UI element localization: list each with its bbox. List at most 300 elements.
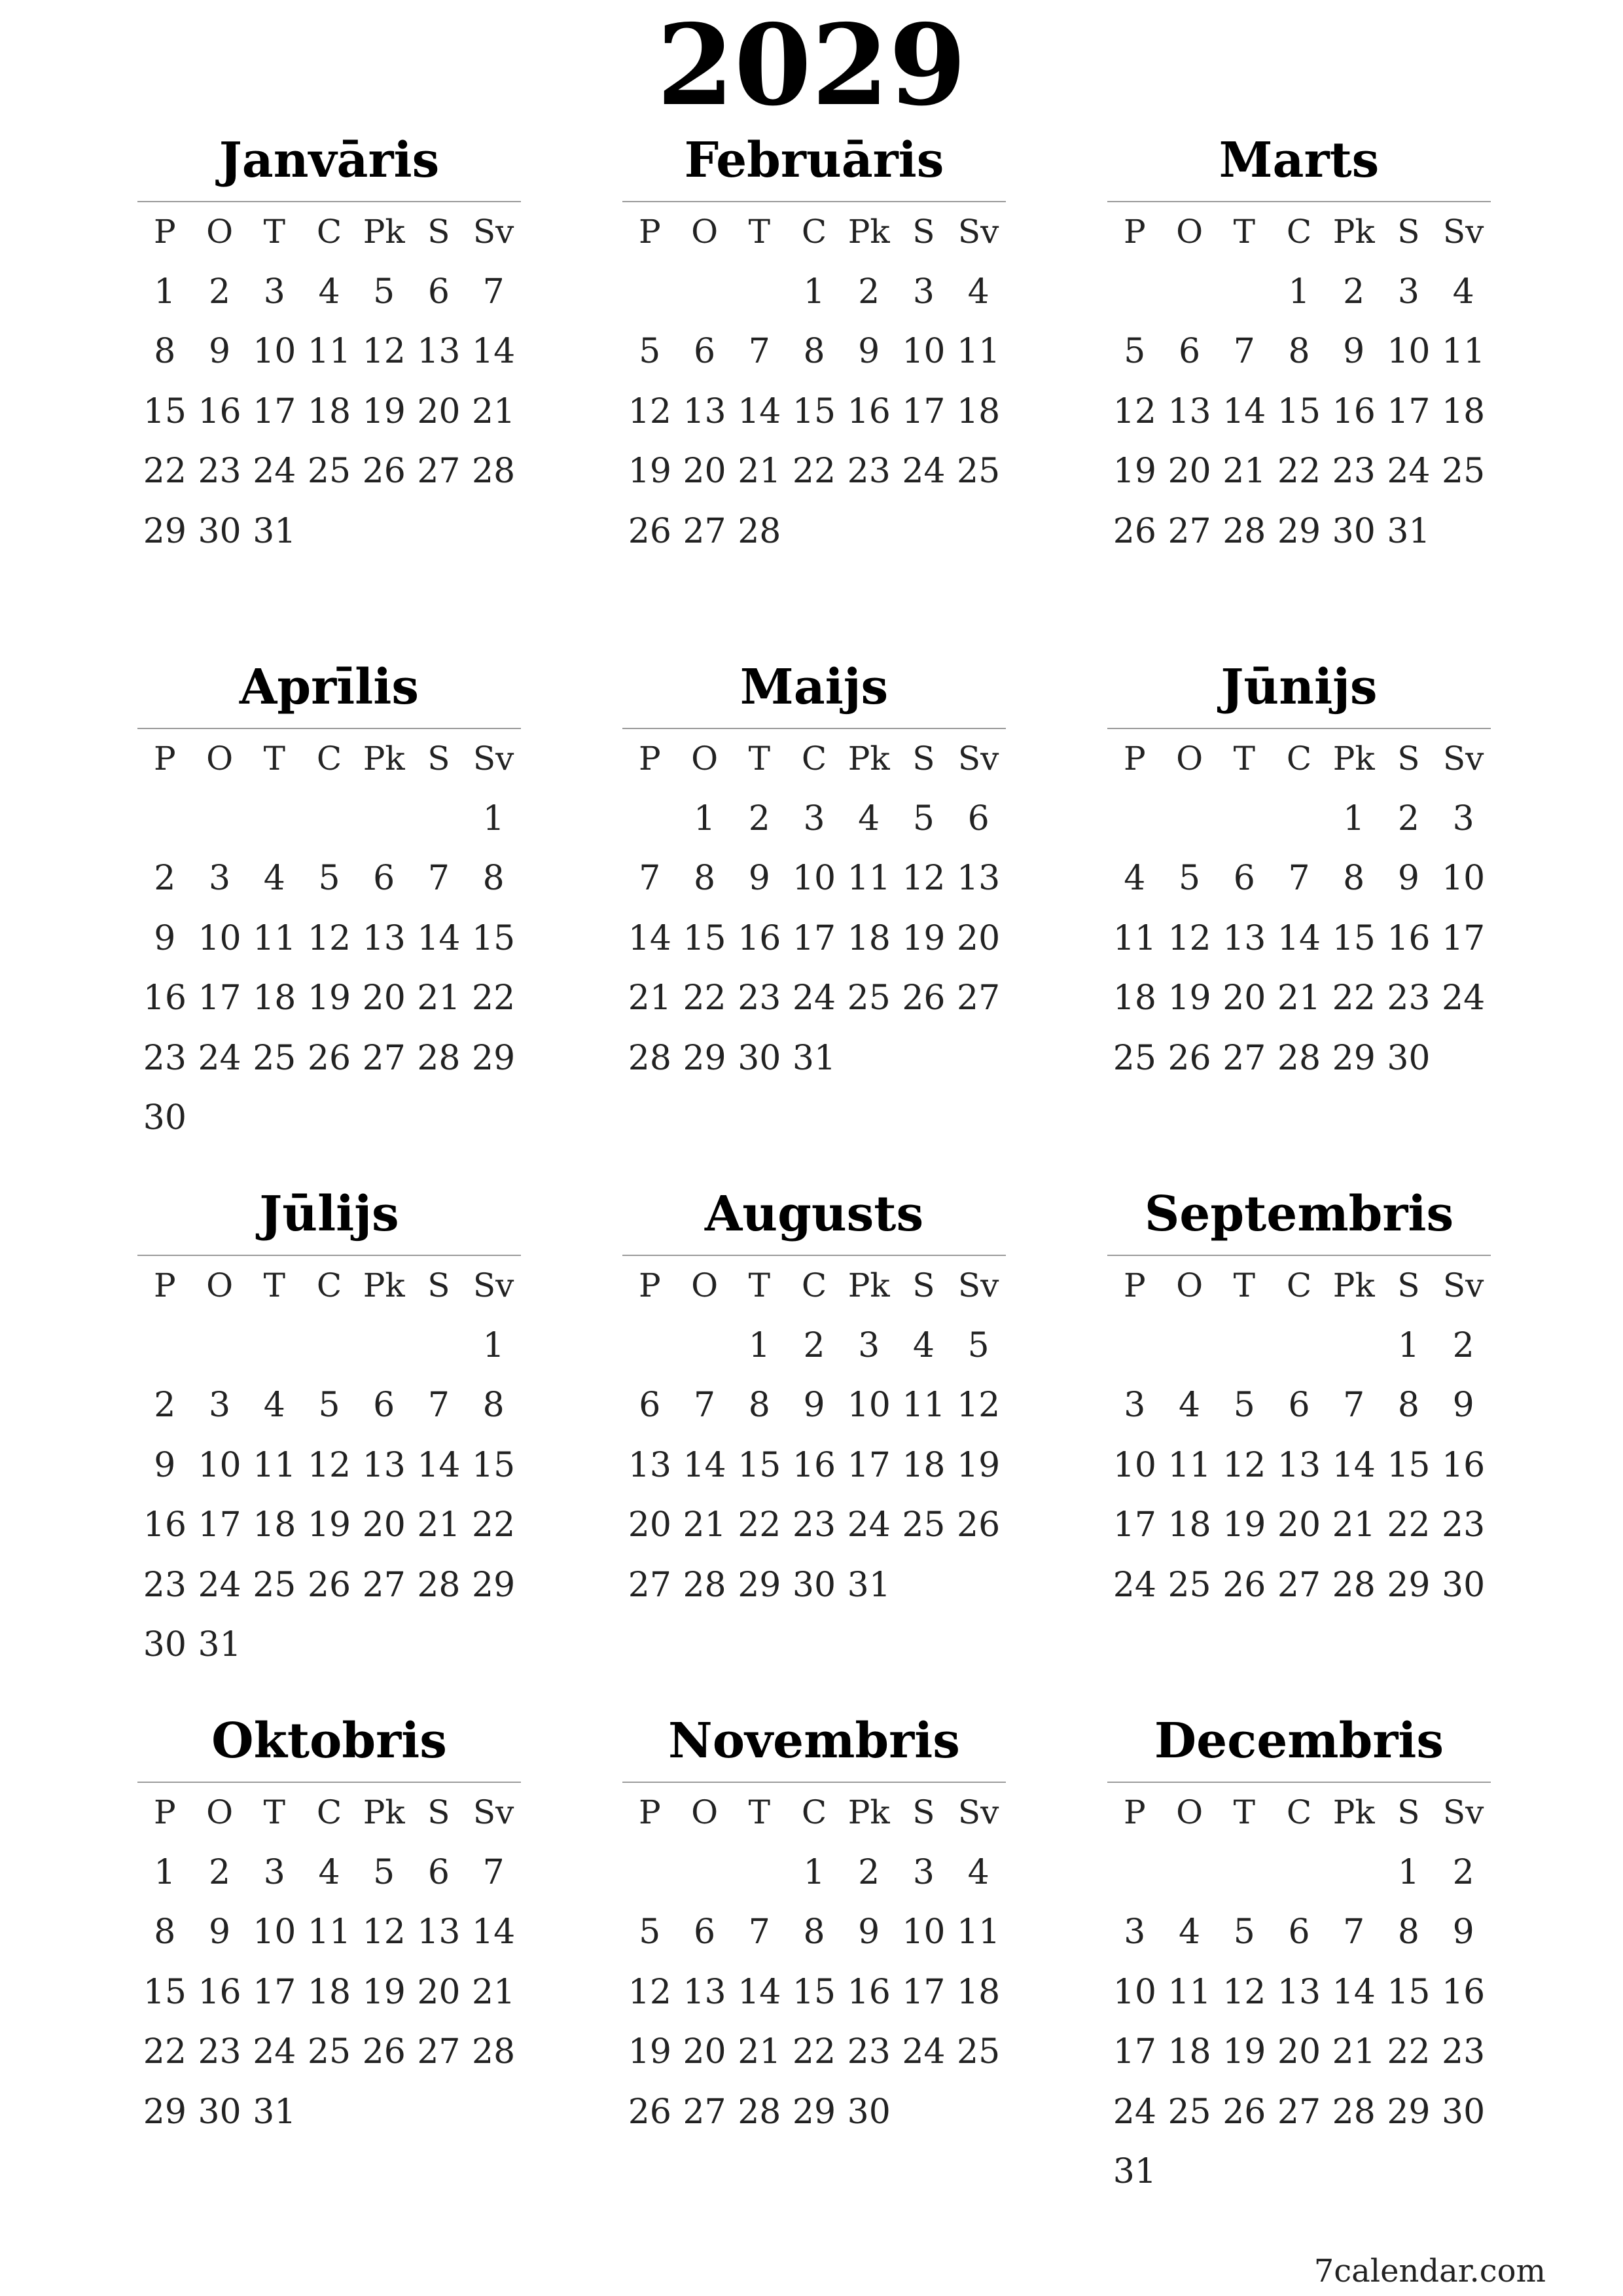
day-cell: 29 (472, 1038, 516, 1078)
week-row (1107, 1496, 1491, 1556)
day-cell: 24 (253, 2032, 296, 2072)
day-cell: 26 (362, 2032, 406, 2072)
empty-day-cell (412, 2083, 467, 2143)
empty-day-cell (357, 1088, 412, 1149)
day-cell: 18 (1168, 2032, 1211, 2072)
week-row (137, 322, 521, 382)
day-cell: 7 (748, 332, 770, 371)
day-cell: 5 (1179, 859, 1201, 898)
day-cell: 2 (1397, 798, 1419, 838)
day-cell: 29 (143, 511, 187, 551)
day-cell: 22 (472, 978, 516, 1018)
day-cell: 5 (373, 272, 395, 312)
day-cell: 8 (1343, 859, 1365, 898)
weekday-label: O (691, 1793, 719, 1831)
day-cell: 6 (694, 332, 716, 371)
day-cell: 13 (1277, 1445, 1321, 1485)
week-row (622, 442, 1006, 502)
day-cell: 16 (738, 918, 781, 958)
day-cell: 29 (143, 2092, 187, 2132)
day-cell: 20 (628, 1505, 671, 1545)
day-cell: 26 (1222, 2092, 1266, 2132)
day-cell: 30 (738, 1038, 781, 1078)
day-cell: 18 (253, 978, 296, 1018)
weekday-label: C (316, 1793, 342, 1831)
day-cell: 13 (1168, 391, 1211, 431)
day-cell: 30 (143, 1625, 187, 1664)
weekday-label: C (316, 213, 342, 251)
week-row (137, 849, 521, 909)
empty-day-cell (1107, 789, 1162, 850)
empty-day-cell (1162, 2142, 1217, 2202)
day-cell: 24 (253, 452, 296, 491)
weekday-label: S (1397, 213, 1420, 251)
day-cell: 2 (209, 272, 231, 312)
day-cell: 4 (1124, 859, 1146, 898)
day-cell: 7 (639, 859, 661, 898)
day-cell: 9 (748, 859, 770, 898)
day-cell: 23 (143, 1038, 187, 1078)
day-cell: 12 (1168, 918, 1211, 958)
weekday-header (137, 202, 521, 262)
day-cell: 28 (738, 2092, 781, 2132)
week-row (622, 1316, 1006, 1376)
week-row (1107, 1556, 1491, 1616)
month-name: Maijs (740, 659, 889, 715)
empty-day-cell (357, 502, 412, 562)
day-cell: 1 (482, 798, 505, 838)
weekday-label: P (154, 1793, 176, 1831)
day-cell: 29 (738, 1565, 781, 1605)
empty-day-cell (412, 1088, 467, 1149)
week-row (622, 969, 1006, 1029)
month-1 (137, 128, 521, 562)
weekday-header (622, 1256, 1006, 1316)
week-row (622, 1903, 1006, 1963)
empty-day-cell (1162, 1316, 1217, 1376)
weekday-label: O (1176, 740, 1204, 778)
week-row (622, 382, 1006, 442)
empty-day-cell (466, 2083, 521, 2143)
day-cell: 25 (253, 1565, 296, 1605)
empty-day-cell (1107, 1843, 1162, 1903)
week-row (137, 502, 521, 562)
empty-day-cell (1162, 1843, 1217, 1903)
day-cell: 3 (209, 859, 231, 898)
day-cell: 18 (847, 918, 891, 958)
empty-day-cell (951, 2083, 1006, 2143)
day-cell: 9 (1343, 332, 1365, 371)
month-name: Janvāris (219, 132, 440, 188)
weekday-header (622, 729, 1006, 789)
weekday-label: P (1124, 1266, 1146, 1304)
weekday-header (1107, 1256, 1491, 1316)
day-cell: 28 (1332, 2092, 1376, 2132)
day-cell: 22 (472, 1505, 516, 1545)
weekday-header (1107, 729, 1491, 789)
empty-day-cell (302, 1316, 357, 1376)
weekday-label: S (912, 1793, 935, 1831)
day-cell: 2 (748, 798, 770, 838)
day-cell: 8 (154, 332, 176, 371)
weekday-label: S (427, 1793, 450, 1831)
day-cell: 19 (1222, 2032, 1266, 2072)
weekday-label: O (691, 740, 719, 778)
empty-day-cell (1107, 1316, 1162, 1376)
day-cell: 11 (307, 332, 351, 371)
day-cell: 8 (803, 332, 825, 371)
day-cell: 25 (957, 2032, 1001, 2072)
day-cell: 22 (1387, 2032, 1431, 2072)
day-cell: 3 (1452, 798, 1474, 838)
day-cell: 12 (628, 1972, 671, 2012)
empty-day-cell (357, 789, 412, 850)
day-cell: 4 (967, 272, 990, 312)
month-name: Novembris (668, 1713, 960, 1769)
empty-day-cell (247, 1615, 302, 1676)
empty-day-cell (1272, 1316, 1327, 1376)
day-cell: 16 (1442, 1445, 1486, 1485)
day-cell: 25 (307, 452, 351, 491)
weekday-label: T (748, 1793, 770, 1831)
empty-day-cell (622, 789, 677, 850)
weekday-label: C (801, 1266, 827, 1304)
week-row (622, 909, 1006, 969)
day-cell: 17 (253, 1972, 296, 2012)
weekday-label: Pk (363, 213, 405, 251)
week-row (137, 969, 521, 1029)
weekday-label: Sv (1442, 1266, 1484, 1304)
day-cell: 13 (1277, 1972, 1321, 2012)
weekday-label: Sv (473, 213, 514, 251)
weekday-label: C (1286, 1793, 1312, 1831)
day-cell: 9 (1452, 1386, 1474, 1425)
day-cell: 2 (1343, 272, 1365, 312)
day-cell: 28 (472, 452, 516, 491)
weekday-label: Pk (363, 740, 405, 778)
day-cell: 21 (1277, 978, 1321, 1018)
weekday-label: O (1176, 1266, 1204, 1304)
day-cell: 17 (902, 391, 946, 431)
day-cell: 18 (307, 1972, 351, 2012)
day-cell: 26 (628, 2092, 671, 2132)
day-cell: 11 (253, 1445, 296, 1485)
day-cell: 29 (1387, 2092, 1431, 2132)
day-cell: 16 (198, 1972, 241, 2012)
day-cell: 5 (639, 1912, 661, 1952)
day-cell: 28 (738, 511, 781, 551)
weekday-label: S (427, 1266, 450, 1304)
empty-day-cell (137, 789, 192, 850)
weekday-label: T (1233, 213, 1255, 251)
day-cell: 29 (683, 1038, 726, 1078)
month-name: Decembris (1154, 1713, 1444, 1769)
day-cell: 4 (912, 1325, 935, 1365)
weekday-label: C (1286, 213, 1312, 251)
day-cell: 14 (1332, 1445, 1376, 1485)
day-cell: 9 (858, 1912, 880, 1952)
day-cell: 14 (1332, 1972, 1376, 2012)
day-cell: 7 (694, 1386, 716, 1425)
weekday-label: T (263, 1793, 285, 1831)
month-name: Jūlijs (259, 1186, 399, 1242)
day-cell: 19 (362, 1972, 406, 2012)
day-cell: 31 (847, 1565, 891, 1605)
day-cell: 4 (318, 1852, 340, 1892)
week-row (137, 1556, 521, 1616)
day-cell: 23 (1442, 2032, 1486, 2072)
empty-day-cell (1272, 789, 1327, 850)
day-cell: 15 (143, 391, 187, 431)
day-cell: 26 (1113, 511, 1156, 551)
day-cell: 14 (1222, 391, 1266, 431)
day-cell: 28 (417, 1038, 461, 1078)
day-cell: 10 (902, 332, 946, 371)
weekday-label: C (801, 740, 827, 778)
week-row (1107, 1436, 1491, 1496)
week-row (1107, 1963, 1491, 2023)
day-cell: 12 (307, 1445, 351, 1485)
week-row (622, 2022, 1006, 2083)
day-cell: 20 (417, 391, 461, 431)
week-row (622, 1029, 1006, 1089)
day-cell: 26 (902, 978, 946, 1018)
day-cell: 14 (683, 1445, 726, 1485)
month-name: Marts (1219, 132, 1380, 188)
empty-day-cell (951, 1556, 1006, 1616)
day-cell: 5 (318, 859, 340, 898)
day-cell: 18 (307, 391, 351, 431)
day-cell: 1 (1397, 1852, 1419, 1892)
day-cell: 9 (858, 332, 880, 371)
day-cell: 4 (858, 798, 880, 838)
empty-day-cell (357, 1316, 412, 1376)
week-row (622, 1843, 1006, 1903)
day-cell: 28 (628, 1038, 671, 1078)
weekday-header (622, 202, 1006, 262)
week-row (1107, 1029, 1491, 1089)
day-cell: 5 (1124, 332, 1146, 371)
day-cell: 5 (373, 1852, 395, 1892)
weekday-label: C (801, 1793, 827, 1831)
month-5 (622, 655, 1006, 1088)
day-cell: 1 (1397, 1325, 1419, 1365)
week-row (137, 1316, 521, 1376)
day-cell: 29 (792, 2092, 836, 2132)
weekday-label: Sv (473, 740, 514, 778)
empty-day-cell (1217, 262, 1272, 323)
day-cell: 23 (1387, 978, 1431, 1018)
day-cell: 7 (748, 1912, 770, 1952)
day-cell: 19 (902, 918, 946, 958)
empty-day-cell (412, 1316, 467, 1376)
day-cell: 19 (1168, 978, 1211, 1018)
week-row (622, 2083, 1006, 2143)
day-cell: 31 (198, 1625, 241, 1664)
day-cell: 15 (792, 1972, 836, 2012)
empty-day-cell (1162, 262, 1217, 323)
day-cell: 16 (847, 1972, 891, 2012)
day-cell: 27 (1277, 1565, 1321, 1605)
weekday-label: O (691, 213, 719, 251)
day-cell: 27 (362, 1565, 406, 1605)
empty-day-cell (1162, 789, 1217, 850)
empty-day-cell (412, 789, 467, 850)
day-cell: 16 (143, 978, 187, 1018)
weekday-label: P (154, 213, 176, 251)
day-cell: 21 (738, 2032, 781, 2072)
day-cell: 7 (1288, 859, 1310, 898)
day-cell: 26 (957, 1505, 1001, 1545)
month-3 (1107, 128, 1491, 562)
day-cell: 15 (1387, 1445, 1431, 1485)
empty-day-cell (787, 502, 842, 562)
day-cell: 3 (1124, 1912, 1146, 1952)
empty-day-cell (1272, 2142, 1327, 2202)
day-cell: 2 (858, 1852, 880, 1892)
empty-day-cell (897, 1556, 952, 1616)
day-cell: 10 (847, 1386, 891, 1425)
day-cell: 10 (253, 332, 296, 371)
day-cell: 22 (738, 1505, 781, 1545)
weekday-label: O (206, 1266, 234, 1304)
weekday-label: T (1233, 740, 1255, 778)
weekday-label: Pk (1332, 1793, 1375, 1831)
empty-day-cell (1436, 2142, 1491, 2202)
day-cell: 4 (967, 1852, 990, 1892)
week-row (622, 502, 1006, 562)
day-cell: 18 (253, 1505, 296, 1545)
week-row (622, 789, 1006, 850)
week-row (622, 262, 1006, 323)
week-row (137, 909, 521, 969)
day-cell: 7 (427, 1386, 450, 1425)
day-cell: 15 (1387, 1972, 1431, 2012)
day-cell: 17 (198, 1505, 241, 1545)
week-row (1107, 789, 1491, 850)
day-cell: 15 (792, 391, 836, 431)
day-cell: 14 (628, 918, 671, 958)
day-cell: 1 (482, 1325, 505, 1365)
day-cell: 20 (362, 1505, 406, 1545)
weekday-label: P (1124, 1793, 1146, 1831)
day-cell: 28 (472, 2032, 516, 2072)
day-cell: 1 (154, 1852, 176, 1892)
weekday-label: S (912, 213, 935, 251)
empty-day-cell (412, 502, 467, 562)
day-cell: 10 (902, 1912, 946, 1952)
month-10 (137, 1708, 521, 2142)
empty-day-cell (302, 2083, 357, 2143)
day-cell: 30 (792, 1565, 836, 1605)
day-cell: 23 (847, 2032, 891, 2072)
day-cell: 13 (417, 332, 461, 371)
empty-day-cell (247, 1316, 302, 1376)
day-cell: 12 (362, 332, 406, 371)
day-cell: 1 (803, 272, 825, 312)
day-cell: 11 (957, 332, 1001, 371)
day-cell: 10 (198, 1445, 241, 1485)
day-cell: 14 (1277, 918, 1321, 958)
day-cell: 6 (1288, 1912, 1310, 1952)
day-cell: 18 (957, 1972, 1001, 2012)
day-cell: 24 (902, 452, 946, 491)
week-row (1107, 262, 1491, 323)
day-cell: 14 (472, 332, 516, 371)
day-cell: 29 (1387, 1565, 1431, 1605)
day-cell: 22 (1387, 1505, 1431, 1545)
day-cell: 2 (803, 1325, 825, 1365)
weekday-label: P (639, 213, 661, 251)
week-row (137, 1903, 521, 1963)
day-cell: 8 (154, 1912, 176, 1952)
day-cell: 12 (902, 859, 946, 898)
month-9 (1107, 1181, 1491, 1615)
week-row (622, 1963, 1006, 2023)
empty-day-cell (622, 1843, 677, 1903)
weekday-label: C (801, 213, 827, 251)
empty-day-cell (1436, 502, 1491, 562)
empty-day-cell (412, 1615, 467, 1676)
empty-day-cell (1217, 789, 1272, 850)
day-cell: 19 (307, 978, 351, 1018)
day-cell: 29 (472, 1565, 516, 1605)
week-row (1107, 322, 1491, 382)
day-cell: 4 (1179, 1912, 1201, 1952)
day-cell: 26 (1222, 1565, 1266, 1605)
day-cell: 20 (957, 918, 1001, 958)
day-cell: 25 (253, 1038, 296, 1078)
day-cell: 2 (154, 1386, 176, 1425)
week-row (1107, 382, 1491, 442)
day-cell: 4 (263, 859, 285, 898)
day-cell: 11 (1442, 332, 1486, 371)
day-cell: 14 (417, 1445, 461, 1485)
day-cell: 23 (198, 2032, 241, 2072)
empty-day-cell (302, 1615, 357, 1676)
day-cell: 27 (683, 2092, 726, 2132)
weekday-header (137, 1256, 521, 1316)
week-row (1107, 1843, 1491, 1903)
weekday-label: Pk (847, 1793, 890, 1831)
day-cell: 11 (902, 1386, 946, 1425)
weekday-label: S (427, 213, 450, 251)
day-cell: 14 (738, 1972, 781, 2012)
empty-day-cell (677, 1843, 732, 1903)
week-row (137, 382, 521, 442)
weekday-label: Sv (957, 1793, 999, 1831)
day-cell: 28 (683, 1565, 726, 1605)
empty-day-cell (622, 262, 677, 323)
day-cell: 20 (1168, 452, 1211, 491)
month-4 (137, 655, 521, 1149)
empty-day-cell (357, 2083, 412, 2143)
day-cell: 12 (1222, 1972, 1266, 2012)
week-row (137, 1376, 521, 1436)
day-cell: 6 (1233, 859, 1255, 898)
day-cell: 10 (1113, 1445, 1156, 1485)
day-cell: 16 (198, 391, 241, 431)
weekday-label: P (1124, 740, 1146, 778)
weekday-label: Pk (847, 213, 890, 251)
day-cell: 17 (792, 918, 836, 958)
day-cell: 15 (143, 1972, 187, 2012)
day-cell: 23 (847, 452, 891, 491)
day-cell: 27 (417, 2032, 461, 2072)
day-cell: 17 (253, 391, 296, 431)
day-cell: 18 (1113, 978, 1156, 1018)
week-row (137, 1615, 521, 1676)
